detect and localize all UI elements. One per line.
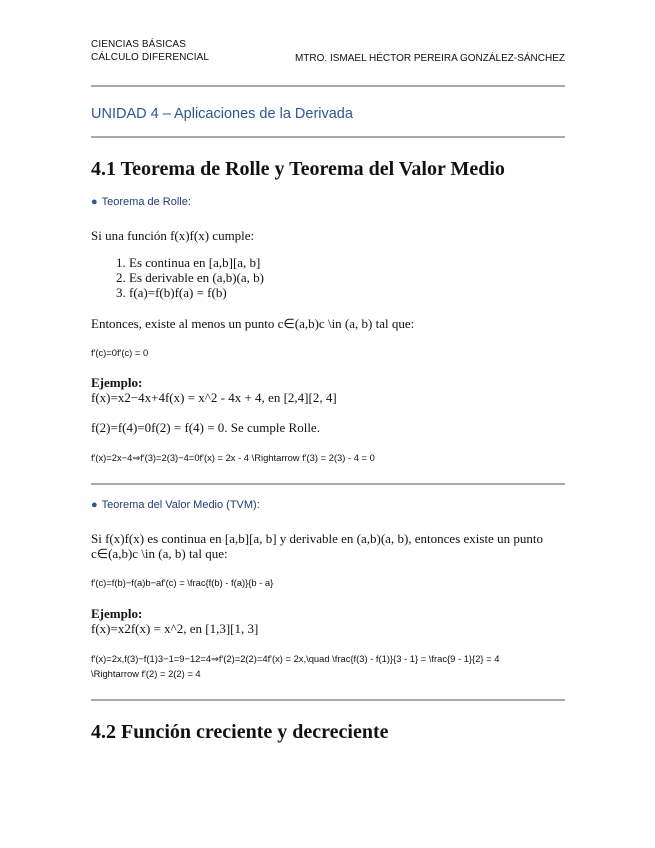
header-author: MTRO. ISMAEL HÉCTOR PEREIRA GONZÁLEZ-SÁNCHEZ bbox=[294, 53, 565, 64]
tvm-example-formula-line1: f′(x)=2x,f(3)−f(1)3−1=9−12=4⇒f′(2)=2(2)=4f'(x) = 2x,\quad \frac{f(3) - f(1)}{3 - 1} = \frac{9 - 1}{2} = 4 bbox=[91, 653, 500, 664]
tvm-statement-line1: Si f(x)f(x) es continua en [a,b][a, b] y derivable en (a,b)(a, b), entonces existe un punto bbox=[91, 531, 543, 546]
tvm-statement-line2: c∈(a,b)c \in (a, b) tal que: bbox=[91, 546, 228, 561]
rolle-conclusion: Entonces, existe al menos un punto c∈(a,b)c \in (a, b) tal que: bbox=[91, 316, 415, 331]
section-heading-4-2: 4.2 Función creciente y decreciente bbox=[91, 721, 389, 743]
list-item: 2. Es derivable en (a,b)(a, b) bbox=[129, 270, 264, 285]
tvm-example-function: f(x)=x2f(x) = x^2, en [1,3][1, 3] bbox=[91, 621, 259, 636]
header-course: CÁLCULO DIFERENCIAL bbox=[91, 52, 210, 63]
bullet-dot-icon: ● bbox=[91, 499, 98, 511]
bullet-tvm bbox=[91, 499, 260, 511]
list-item: 3. f(a)=f(b)f(a) = f(b) bbox=[129, 285, 264, 300]
rolle-formula: f′(c)=0f'(c) = 0 bbox=[91, 347, 149, 358]
unit-title: UNIDAD 4 – Aplicaciones de la Derivada bbox=[91, 106, 353, 122]
tvm-example-formula-line2: \Rightarrow f'(2) = 2(2) = 4 bbox=[91, 668, 201, 679]
rolle-intro: Si una función f(x)f(x) cumple: bbox=[91, 228, 255, 243]
divider bbox=[91, 85, 565, 87]
list-item: 1. Es continua en [a,b][a, b] bbox=[129, 255, 264, 270]
rolle-example-function: f(x)=x2−4x+4f(x) = x^2 - 4x + 4, en [2,4][2, 4] bbox=[91, 390, 337, 405]
rolle-conditions-list bbox=[91, 255, 264, 300]
divider bbox=[91, 699, 565, 701]
divider bbox=[91, 483, 565, 485]
bullet-dot-icon: ● bbox=[91, 196, 98, 208]
tvm-formula: f′(c)=f(b)−f(a)b−af'(c) = \frac{f(b) - f(a)}{b - a} bbox=[91, 577, 274, 588]
bullet-tvm-label: Teorema del Valor Medio (TVM): bbox=[101, 499, 260, 511]
document-page bbox=[91, 0, 565, 848]
divider bbox=[91, 136, 565, 138]
section-heading-4-1: 4.1 Teorema de Rolle y Teorema del Valor Medio bbox=[91, 158, 505, 180]
rolle-example-check: f(2)=f(4)=0f(2) = f(4) = 0. Se cumple Rolle. bbox=[91, 420, 320, 435]
rolle-example-label: Ejemplo: bbox=[91, 375, 143, 390]
rolle-example-formula: f′(x)=2x−4⇒f′(3)=2(3)−4=0f'(x) = 2x - 4 \Rightarrow f'(3) = 2(3) - 4 = 0 bbox=[91, 452, 375, 463]
bullet-rolle bbox=[91, 196, 191, 208]
header-left bbox=[91, 38, 209, 64]
header-subject-area: CIENCIAS BÁSICAS bbox=[91, 39, 186, 50]
tvm-example-label: Ejemplo: bbox=[91, 606, 143, 621]
bullet-rolle-label: Teorema de Rolle: bbox=[101, 196, 191, 208]
